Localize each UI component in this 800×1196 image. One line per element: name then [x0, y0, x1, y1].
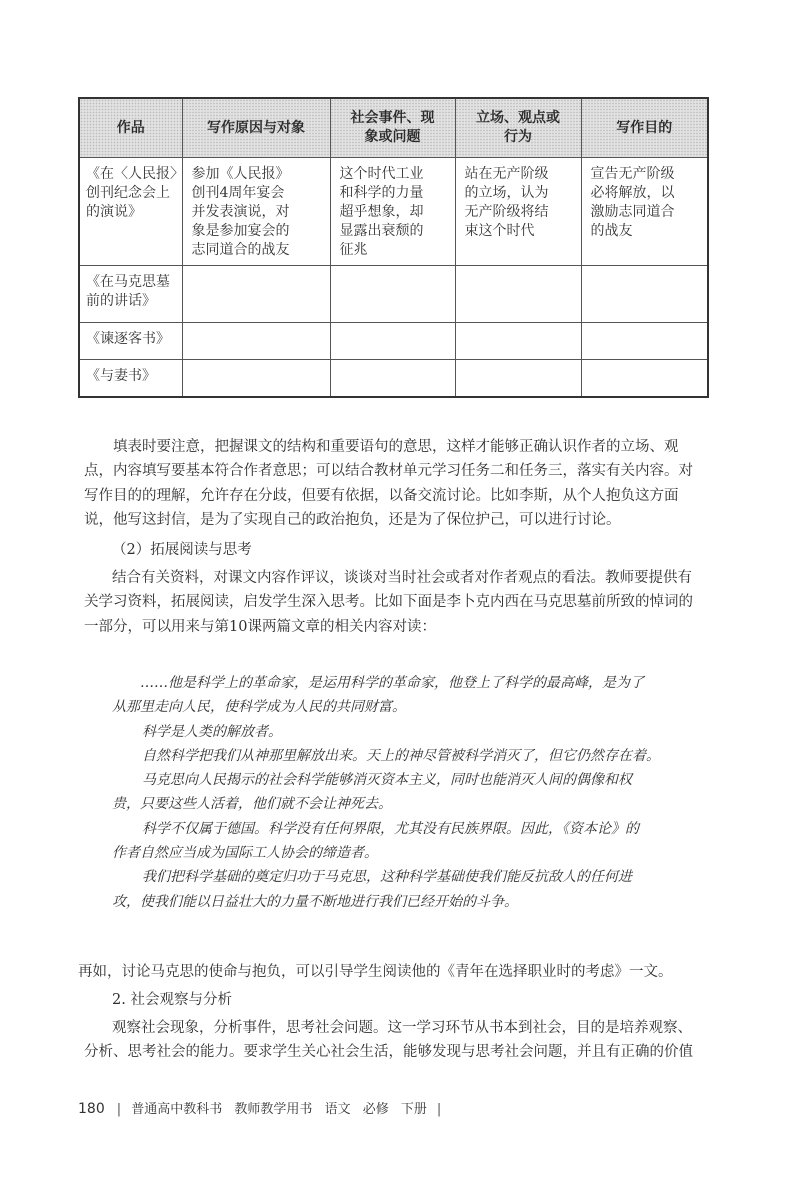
- paragraph-further-reading: 再如，讨论马克思的使命与抱负，可以引导学生阅读他的《青年在选择职业时的考虑》一文。: [78, 964, 673, 980]
- header-stance: 立场、观点或 行为: [455, 98, 581, 158]
- footer-part: 下册: [400, 1102, 427, 1117]
- header-reason: 写作原因与对象: [182, 98, 330, 158]
- comparison-table: [78, 97, 709, 398]
- page-number: 180: [78, 1101, 105, 1117]
- paragraph-form-filling: 填表时要注意，把握课文的结构和重要语句的意思，这样才能够正确认识作者的立场、观 点，内容填写要基本符合作者意思；可以结合教材单元学习任务二和任务三，落实有关内容。对 写作目的的理解，允许存在分歧，但要有依据，以备交流讨论。比如李斯，从个人抱负这方面 说，他写这封信，是为了实现自己的政治抱负，还是为了保位护己，可以进行讨论。: [84, 439, 693, 529]
- header-purpose: 写作目的: [581, 98, 708, 158]
- header-event: 社会事件、现 象或问题: [330, 98, 455, 158]
- cell-work: 《谏逐客书》: [79, 323, 182, 360]
- header-work: 作品: [79, 98, 182, 158]
- cell-empty: [330, 360, 455, 398]
- cell-empty: [581, 360, 708, 398]
- table-row: [79, 158, 708, 266]
- page-footer: [78, 1098, 441, 1117]
- cell-empty: [182, 323, 330, 360]
- cell-stance: 站在无产阶级 的立场，认为 无产阶级将结 束这个时代: [455, 158, 581, 266]
- cell-empty: [455, 323, 581, 360]
- paragraph-social-observation: 观察社会现象，分析事件，思考社会问题。这一学习环节从书本到社会，目的是培养观察、 分析、思考社会的能力。要求学生关心社会生活，能够发现与思考社会问题，并且有正确的价值: [84, 1020, 693, 1061]
- cell-empty: [182, 266, 330, 323]
- table-header-row: [79, 98, 708, 158]
- cell-reason: 参加《人民报》 创刊4周年宴会 并发表演说，对 象是参加宴会的 志同道合的战友: [182, 158, 330, 266]
- footer-volume: 必修: [362, 1102, 389, 1117]
- table-row: [79, 360, 708, 398]
- table-row: [79, 266, 708, 323]
- footer-book: 教师教学用书: [234, 1102, 313, 1117]
- footer-subject: 语文: [324, 1102, 351, 1117]
- cell-empty: [330, 266, 455, 323]
- cell-work: 《在马克思墓 前的讲话》: [79, 266, 182, 323]
- cell-empty: [581, 323, 708, 360]
- section-heading-social-observation: 2. 社会观察与分析: [112, 992, 232, 1008]
- quoted-eulogy: ……他是科学上的革命家，是运用科学的革命家，他登上了科学的最高峰，是为了 从那里走向人民，使科学成为人民的共同财富。 科学是人类的解放者。 自然科学把我们从神那里解放出来。天上的神尽管被科学消灭了，但它仍然存在着。 马克思向人民揭示的社会科学能够消灭资本主义，同时也能消灭人间的偶像和权 贵，只要这些人活着，他们就不会让神死去。 科学不仅属于德国。科学没有任何界限，尤其没有民族界限。因此，《资本论》的 作者自然应当成为国际工人协会的缔造者。 我们把科学基础的奠定归功于马克思，这种科学基础使我们能反抗敌人的任何进 攻，使我们能以日益壮大的力量不断地进行我们已经开始的斗争。: [112, 675, 660, 910]
- cell-empty: [455, 360, 581, 398]
- footer-series: 普通高中教科书: [131, 1102, 223, 1117]
- table-row: [79, 323, 708, 360]
- cell-event: 这个时代工业 和科学的力量 超乎想象，却 显露出衰颓的 征兆: [330, 158, 455, 266]
- paragraph-extended-reading: 结合有关资料，对课文内容作评议，谈谈对当时社会或者对作者观点的看法。教师要提供有 关学习资料，拓展阅读，启发学生深入思考。比如下面是李卜克内西在马克思墓前所致的悼词的 一部分，可以用来与第10课两篇文章的相关内容对读：: [84, 570, 693, 635]
- cell-empty: [581, 266, 708, 323]
- cell-work: 《与妻书》: [79, 360, 182, 398]
- cell-empty: [182, 360, 330, 398]
- cell-work: 《在〈人民报〉 创刊纪念会上 的演说》: [79, 158, 182, 266]
- section-heading-extended-reading: （2）拓展阅读与思考: [112, 542, 252, 558]
- footer-divider: |: [116, 1102, 122, 1117]
- cell-empty: [330, 323, 455, 360]
- cell-purpose: 宣告无产阶级 必将解放，以 激励志同道合 的战友: [581, 158, 708, 266]
- cell-empty: [455, 266, 581, 323]
- footer-divider: |: [436, 1102, 442, 1117]
